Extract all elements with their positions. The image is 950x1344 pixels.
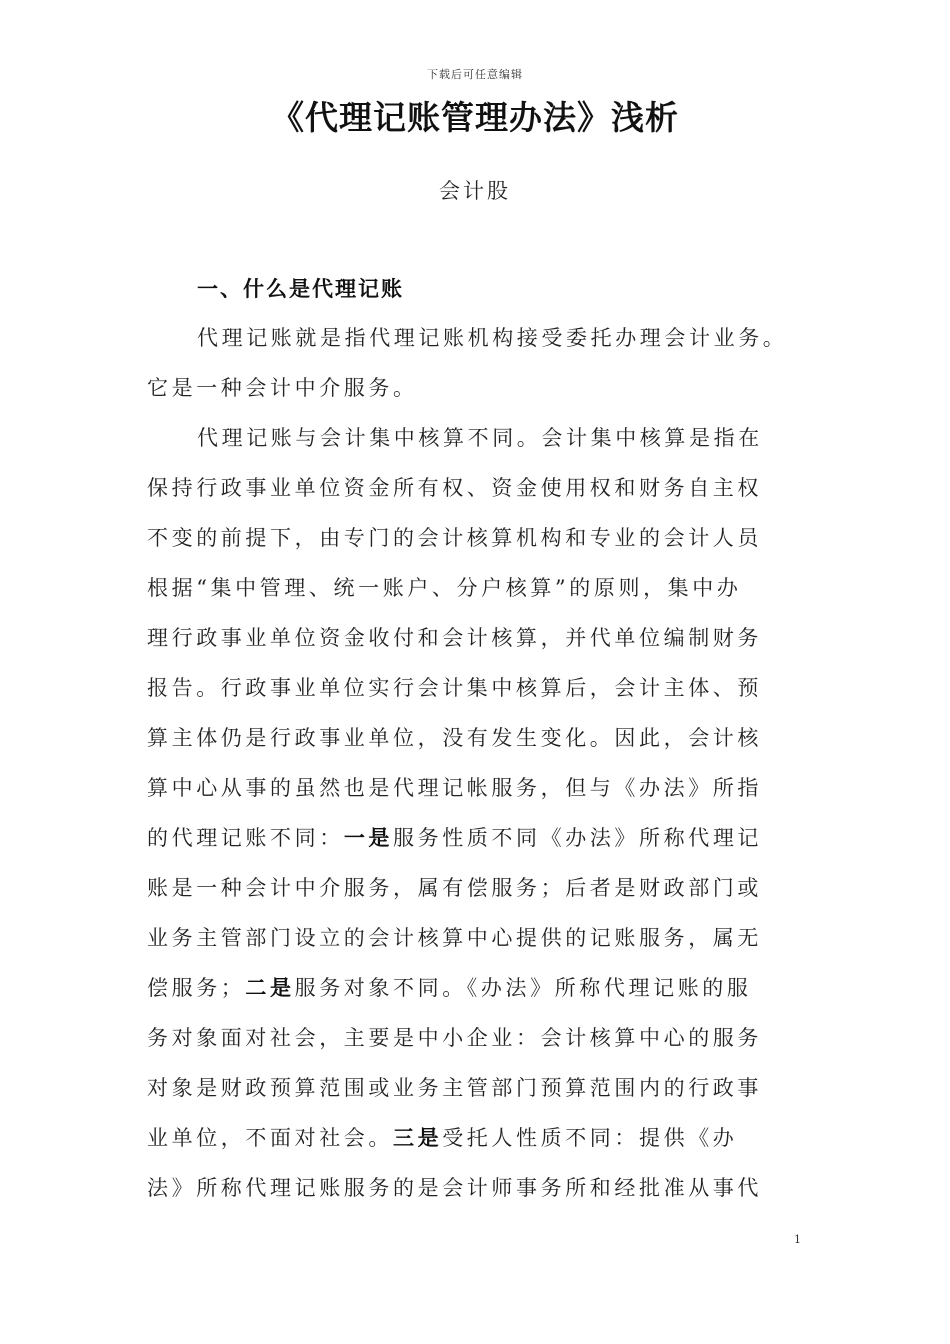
text-line: 对象是财政预算范围或业务主管部门预算范围内的行政事 bbox=[147, 1076, 762, 1100]
text-span: 偿服务； bbox=[147, 976, 246, 1000]
text-line: 务对象面对社会，主要是中小企业：会计核算中心的服务 bbox=[147, 1026, 762, 1050]
text-line: 它是一种会计中介服务。 bbox=[147, 376, 418, 400]
text-line: 业务主管部门设立的会计核算中心提供的记账服务，属无 bbox=[147, 926, 762, 950]
text-line: 算中心从事的虽然也是代理记帐服务，但与《办法》所指 bbox=[147, 776, 762, 800]
text-line: 理行政事业单位资金收付和会计核算，并代单位编制财务 bbox=[147, 626, 762, 650]
text-line: 不变的前提下，由专门的会计核算机构和专业的会计人员 bbox=[147, 526, 762, 550]
emphasis-second: 二是 bbox=[245, 975, 295, 1000]
text-line: 代理记账就是指代理记账机构接受委托办理会计业务。 bbox=[197, 326, 788, 350]
text-line: 算主体仍是行政事业单位，没有发生变化。因此，会计核 bbox=[147, 726, 762, 750]
section-heading: 一、什么是代理记账 bbox=[197, 276, 404, 301]
text-line bbox=[147, 1123, 817, 1153]
text-line: 账是一种会计中介服务，属有偿服务；后者是财政部门或 bbox=[147, 876, 762, 900]
text-line: 保持行政事业单位资金所有权、资金使用权和财务自主权 bbox=[147, 476, 762, 500]
page-number: 1 bbox=[794, 1233, 801, 1246]
text-span: 服务对象不同。《办法》所称代理记账的服 bbox=[294, 976, 752, 1000]
text-line: 报告。行政事业单位实行会计集中核算后，会计主体、预 bbox=[147, 676, 762, 700]
emphasis-third: 三是 bbox=[393, 1125, 443, 1150]
emphasis-first: 一是 bbox=[343, 825, 394, 850]
text-line: 法》所称代理记账服务的是会计师事务所和经批准从事代 bbox=[147, 1176, 762, 1200]
text-span: 业单位，不面对社会。 bbox=[147, 1126, 393, 1150]
text-line bbox=[147, 973, 817, 1003]
document-title: 《代理记账管理办法》浅析 bbox=[271, 98, 679, 137]
text-line: 代理记账与会计集中核算不同。会计集中核算是指在 bbox=[197, 426, 763, 450]
text-line bbox=[147, 823, 817, 853]
text-line: 根据“集中管理、统一账户、分户核算”的原则，集中办 bbox=[147, 576, 742, 600]
text-span: 受托人性质不同：提供《办 bbox=[442, 1126, 738, 1150]
header-note: 下载后可任意编辑 bbox=[427, 68, 523, 81]
author-line: 会计股 bbox=[439, 179, 511, 203]
text-span: 服务性质不同《办法》所称代理记 bbox=[393, 826, 763, 850]
text-span: 的代理记账不同： bbox=[147, 826, 344, 850]
